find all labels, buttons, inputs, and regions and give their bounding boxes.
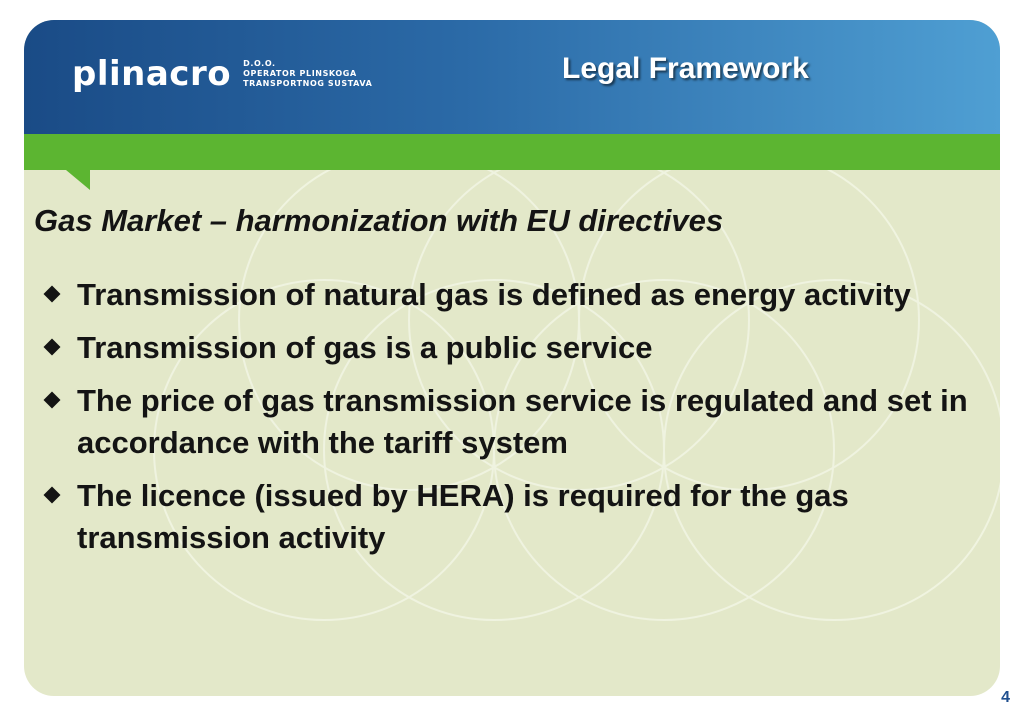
bullet-item [42,475,992,559]
logo-sub-line-2: OPERATOR PLINSKOGA [243,69,357,78]
bullet-list [42,274,992,570]
logo-wordmark: plinacro [72,54,232,94]
diamond-bullet-icon [44,286,61,303]
bullet-text: Transmission of gas is a public service [77,330,653,365]
diamond-bullet-icon [44,339,61,356]
diamond-bullet-icon [44,392,61,409]
diamond-bullet-icon [44,487,61,504]
page-number: 4 [1001,689,1010,706]
green-notch [66,170,90,190]
bullet-item [42,327,992,369]
logo-sub-line-1: D.O.O. [243,59,276,68]
bullet-text: The price of gas transmission service is regulated and set in accordance with the tariff system [77,383,968,460]
plinacro-logo [72,54,372,94]
slide-subtitle: Gas Market – harmonization with EU directives [34,203,724,238]
green-band [24,134,1000,170]
slide-card [24,20,1000,696]
logo-subtitle [243,59,372,89]
bullet-item [42,380,992,464]
logo-sub-line-3: TRANSPORTNOG SUSTAVA [243,79,373,88]
bullet-item [42,274,992,316]
bullet-text: The licence (issued by HERA) is required for the gas transmission activity [77,478,849,555]
slide-title: Legal Framework [562,52,809,85]
bullet-text: Transmission of natural gas is defined as energy activity [77,277,911,312]
